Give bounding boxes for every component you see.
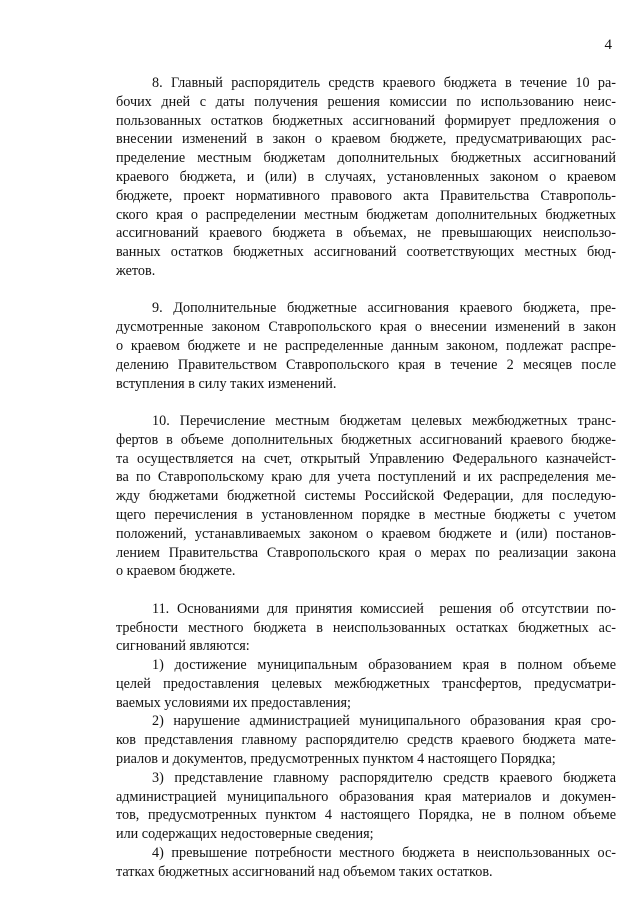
text-line: бочих дней с даты получения решения комиссии по использованию неис- xyxy=(116,93,616,110)
text-line: ванных остатков бюджетных ассигнований соответствующих местных бюд- xyxy=(116,244,616,261)
text-line: татках бюджетных ассигнований над объемом таких остатков. xyxy=(116,863,493,880)
text-line: требности местного бюджета в неиспользованных остатках бюджетных ас- xyxy=(116,619,616,636)
text-line: ва по Ставропольскому краю для учета поступлений и их распределения ме- xyxy=(116,469,616,486)
paragraph-8 xyxy=(116,74,616,281)
document-body xyxy=(116,74,616,882)
text-line: внесении изменений в закон о краевом бюджете, предусматривающих рас- xyxy=(116,131,616,148)
list-item-4 xyxy=(116,844,616,882)
paragraph-10 xyxy=(116,412,616,581)
text-line: о краевом бюджете. xyxy=(116,563,236,580)
text-line: 1) достижение муниципальным образованием края в полном объеме xyxy=(152,657,616,674)
text-line: жетов. xyxy=(116,262,156,279)
text-line: ваемых условиями их предоставления; xyxy=(116,694,351,711)
text-line: ского края о распределении местным бюджетам дополнительных бюджетных xyxy=(116,206,616,223)
paragraph-gap xyxy=(116,393,616,412)
text-line: положений, устанавливаемых законом о краевом бюджете и (или) постанов- xyxy=(116,525,616,542)
text-line: вступления в силу таких изменений. xyxy=(116,375,337,392)
text-line: 9. Дополнительные бюджетные ассигнования краевого бюджета, пре- xyxy=(152,300,616,317)
paragraph-gap xyxy=(116,281,616,300)
text-line: или содержащих недостоверные сведения; xyxy=(116,826,374,843)
text-line: та осуществляется на счет, открытый Управлению Федерального казначейст- xyxy=(116,450,616,467)
text-line: пользованных остатков бюджетных ассигнований формирует предложения о xyxy=(116,112,616,129)
text-line: лением Правительства Ставропольского края о мерах по реализации закона xyxy=(116,544,616,561)
text-line: 3) представление главному распорядителю средств краевого бюджета xyxy=(152,769,616,786)
text-line: 4) превышение потребности местного бюджета в неиспользованных ос- xyxy=(152,845,616,862)
text-line: ков представления главному распорядителю средств краевого бюджета мате- xyxy=(116,732,616,749)
text-line: 10. Перечисление местным бюджетам целевых межбюджетных транс- xyxy=(152,412,616,429)
list-item-2 xyxy=(116,712,616,768)
text-line: делению Правительством Ставропольского края в течение 2 месяцев после xyxy=(116,356,616,373)
text-line: пределение местным бюджетам дополнительных бюджетных ассигнований xyxy=(116,150,616,167)
text-line: фертов в объеме дополнительных бюджетных ассигнований краевого бюдже- xyxy=(116,431,616,448)
list-item-3 xyxy=(116,769,616,844)
text-line: о краевом бюджете и не распределенные данным законом, подлежат распре- xyxy=(116,337,616,354)
text-line: жду бюджетами бюджетной системы Российской Федерации, для последую- xyxy=(116,488,616,505)
paragraph-9 xyxy=(116,299,616,393)
text-line: 8. Главный распорядитель средств краевого бюджета в течение 10 ра- xyxy=(152,75,616,91)
list-item-1 xyxy=(116,656,616,712)
text-line: бюджете, проект нормативного правового акта Правительства Ставрополь- xyxy=(116,187,616,204)
text-line: ассигнований краевого бюджета в объемах, не превышающих неиспользо- xyxy=(116,225,616,242)
text-line: дусмотренные законом Ставропольского края о внесении изменений в закон xyxy=(116,319,616,336)
text-line: целей предоставления целевых межбюджетных трансфертов, предусматри- xyxy=(116,675,616,692)
text-line: риалов и документов, предусмотренных пунктом 4 настоящего Порядка; xyxy=(116,751,556,768)
text-line: 2) нарушение администрацией муниципального образования края сро- xyxy=(152,713,616,730)
text-line: 11. Основаниями для принятия комиссией решения об отсутствии по- xyxy=(152,600,616,617)
paragraph-11 xyxy=(116,600,616,656)
page-number: 4 xyxy=(604,37,612,53)
paragraph-gap xyxy=(116,581,616,600)
text-line: тов, предусмотренных пунктом 4 настоящего Порядка, не в полном объеме xyxy=(116,807,616,824)
text-line: администрацией муниципального образования края материалов и докумен- xyxy=(116,788,616,805)
text-line: краевого бюджета, и (или) в случаях, установленных законом о краевом xyxy=(116,168,616,185)
text-line: щего перечисления в установленном порядке в местные бюджеты с учетом xyxy=(116,506,616,523)
text-line: сигнований являются: xyxy=(116,638,250,655)
